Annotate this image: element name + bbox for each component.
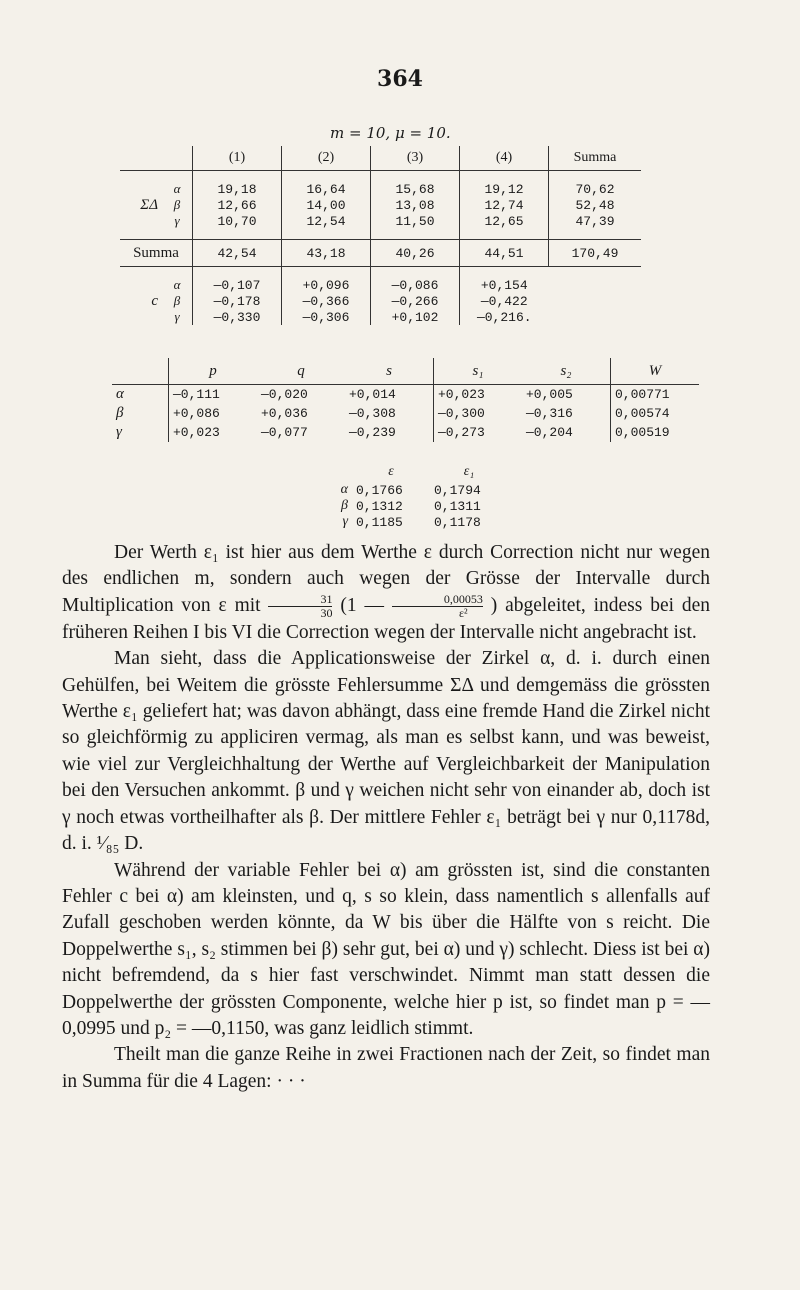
- table-cell: —0,273: [438, 425, 485, 440]
- fraction-numerator: 31: [268, 593, 332, 607]
- table-cell: 19,12: [460, 181, 549, 197]
- table-cell: +0,023: [438, 387, 485, 402]
- table-cell: —0,077: [261, 425, 308, 440]
- header-cell: [112, 358, 169, 385]
- header-cell: W: [611, 358, 700, 385]
- table-cell: 0,1794: [434, 482, 481, 498]
- table-cell: 16,64: [282, 181, 371, 197]
- table-row: [120, 197, 641, 213]
- header-cell: q: [257, 358, 345, 385]
- row-label: γ: [342, 514, 348, 529]
- header-cell: (3): [371, 146, 460, 171]
- table-cell: +0,005: [522, 385, 611, 405]
- table-cell: 13,08: [371, 197, 460, 213]
- table-cell: +0,102: [371, 309, 460, 325]
- table-cell: 14,00: [282, 197, 371, 213]
- summa-label: Summa: [120, 240, 193, 267]
- paragraph-text: abgeleitet, indess bei den früheren Reihen I bis VI die Correction wegen der Intervalle nicht angebracht ist.: [62, 594, 711, 643]
- table-cell: —0,239: [345, 423, 434, 442]
- row-label: β: [162, 197, 193, 213]
- row-label: γ: [162, 309, 193, 325]
- table-cell: 15,68: [371, 181, 460, 197]
- header-cell: (1): [193, 146, 282, 171]
- header-cell: Summa: [549, 146, 642, 171]
- table-cell: 10,70: [193, 213, 282, 229]
- header-cell: [320, 462, 352, 482]
- row-label: α: [162, 277, 193, 293]
- row-label: β: [112, 404, 169, 423]
- paragraph: Man sieht, dass die Applicationsweise der Zirkel α, d. i. durch einen Gehülfen, bei Weitem die grösste Fehlersumme ΣΔ und demgemäss die grössten Werthe ε₁ geliefert hat; was davon abhängt, dass eine fremde Hand die Zirkel nicht so gleichförmig zu appliciren vermag, als man es selbst kann, und was beweist, wie viel zur Vergleichhaltung der Werthe auf Vergleichbarkeit der Manipulation bei den Versuchen ankommt. β und γ weichen nicht sehr von einander ab, doch ist γ noch etwas vortheilhafter als β. Der mittlere Fehler ε₁ beträgt bei γ nur 0,1178d, d. i. ¹⁄₈₅ D.: [62, 648, 710, 855]
- paragraph: Während der variable Fehler bei α) am grössten ist, sind die constanten Fehler c bei α) am kleinsten, und q, s so klein, dass namentlich s allenfalls auf Zufall geschoben werden könnte, da W bis über die Hälfte von s reicht. Die Doppelwerthe s₁, s₂ stimmen bei β) sehr gut, bei α) und γ) schlecht. Diess ist bei α) nicht befremdend, da s hier fast verschwindet. Nimmt man statt dessen die Doppelwerthe der grössten Componente, welche hier p ist, so findet man p = —0,0995 und p₂ = —0,1150, was ganz leidlich stimmt.: [62, 859, 710, 1039]
- table-cell: —0,422: [480, 293, 528, 309]
- table-header-row: [120, 146, 641, 171]
- table-row: [120, 181, 641, 197]
- table-cell: 52,48: [575, 197, 615, 213]
- table-cell: +0,086: [173, 406, 220, 421]
- row-label: α: [340, 482, 348, 497]
- header-cell: (4): [460, 146, 549, 171]
- fraction-denominator: 30: [320, 605, 333, 620]
- table-row: [112, 423, 699, 442]
- table-cell: 40,26: [371, 240, 460, 267]
- parameters-line: m = 10, μ = 10.: [330, 124, 451, 142]
- table-row: [120, 309, 641, 325]
- table-cell: 0,00574: [615, 406, 670, 421]
- table-cell: —0,308: [345, 404, 434, 423]
- paragraph-text: Der Werth ε₁ ist hier aus dem Werthe ε durch Correction nicht nur wegen des endlichen m, sondern auch wegen der Grösse der Intervalle durch Multiplication von ε mit: [62, 542, 710, 616]
- table-cell: 12,66: [193, 197, 282, 213]
- summa-row: [120, 240, 641, 267]
- header-cell: [120, 146, 162, 171]
- table-cell: +0,036: [261, 406, 308, 421]
- table-cell: 47,39: [575, 213, 615, 229]
- error-sum-table: [120, 146, 641, 325]
- body-text: [62, 540, 710, 1095]
- table-cell: 0,1311: [434, 498, 481, 514]
- fraction: [392, 593, 483, 620]
- table-cell: —0,330: [193, 309, 282, 325]
- group-label: c: [151, 292, 158, 309]
- table-cell: +0,023: [173, 425, 220, 440]
- table-cell: 44,51: [460, 240, 549, 267]
- header-cell: ε: [388, 464, 394, 479]
- table-cell: —0,366: [282, 293, 371, 309]
- header-cell: (2): [282, 146, 371, 171]
- table-row: [112, 404, 699, 423]
- row-label: γ: [112, 423, 169, 442]
- table-cell: 0,1178: [434, 514, 481, 530]
- table-cell: 70,62: [575, 181, 615, 197]
- header-cell: s₁: [434, 358, 523, 385]
- table-cell: 43,18: [282, 240, 371, 267]
- paragraph: [62, 540, 710, 646]
- table-row: [320, 482, 508, 498]
- table-cell: —0,204: [522, 423, 611, 442]
- table-header-row: [320, 462, 508, 482]
- table-cell: 11,50: [371, 213, 460, 229]
- table-cell: —0,020: [261, 387, 308, 402]
- row-label: γ: [162, 213, 193, 229]
- table-cell: —0,306: [282, 309, 371, 325]
- table-row: [120, 293, 641, 309]
- header-cell: ε₁: [463, 464, 475, 479]
- row-label: β: [162, 293, 193, 309]
- table-cell: +0,154: [480, 277, 528, 293]
- mean-error-table: [320, 462, 508, 530]
- table-cell: +0,096: [282, 277, 371, 293]
- table-cell: 0,1312: [356, 498, 403, 514]
- constant-errors-table: [112, 358, 699, 442]
- formula-part: (1 —: [340, 594, 384, 616]
- header-cell: p: [169, 358, 258, 385]
- fraction-denominator: ε²: [459, 605, 468, 620]
- header-cell: s₂: [522, 358, 611, 385]
- table-cell: 170,49: [549, 240, 642, 267]
- table-cell: 0,00519: [615, 425, 670, 440]
- formula-part: ): [490, 594, 498, 616]
- table-cell: 12,54: [282, 213, 371, 229]
- row-label: α: [112, 385, 169, 405]
- table-cell: 0,1766: [356, 482, 403, 498]
- row-label: α: [162, 181, 193, 197]
- table-cell: —0,266: [371, 293, 460, 309]
- table-cell: 0,00771: [615, 387, 670, 402]
- table-cell: —0,111: [173, 387, 220, 402]
- table-cell: —0,216.: [476, 309, 532, 325]
- table-cell: 0,1185: [356, 514, 403, 530]
- fraction: [268, 593, 332, 620]
- table-row: [320, 498, 508, 514]
- table-row: [120, 277, 641, 293]
- table-cell: +0,014: [345, 385, 434, 405]
- table-cell: 12,65: [460, 213, 549, 229]
- table-cell: —0,086: [371, 277, 460, 293]
- table-cell: 12,74: [460, 197, 549, 213]
- table-header-row: [112, 358, 699, 385]
- table-cell: —0,107: [193, 277, 282, 293]
- header-cell: s: [345, 358, 434, 385]
- table-cell: 19,18: [193, 181, 282, 197]
- page-number: 364: [377, 66, 423, 92]
- table-cell: —0,178: [193, 293, 282, 309]
- table-row: [112, 385, 699, 405]
- table-cell: —0,316: [522, 404, 611, 423]
- table-row: [320, 514, 508, 530]
- paragraph: Theilt man die ganze Reihe in zwei Fractionen nach der Zeit, so findet man in Summa für die 4 Lagen: · · ·: [62, 1044, 710, 1092]
- table-cell: 42,54: [193, 240, 282, 267]
- group-label: ΣΔ: [140, 196, 158, 213]
- table-cell: —0,300: [438, 406, 485, 421]
- header-cell: [162, 146, 193, 171]
- table-row: [120, 213, 641, 229]
- fraction-numerator: 0,00053: [392, 593, 483, 607]
- row-label: β: [341, 498, 348, 513]
